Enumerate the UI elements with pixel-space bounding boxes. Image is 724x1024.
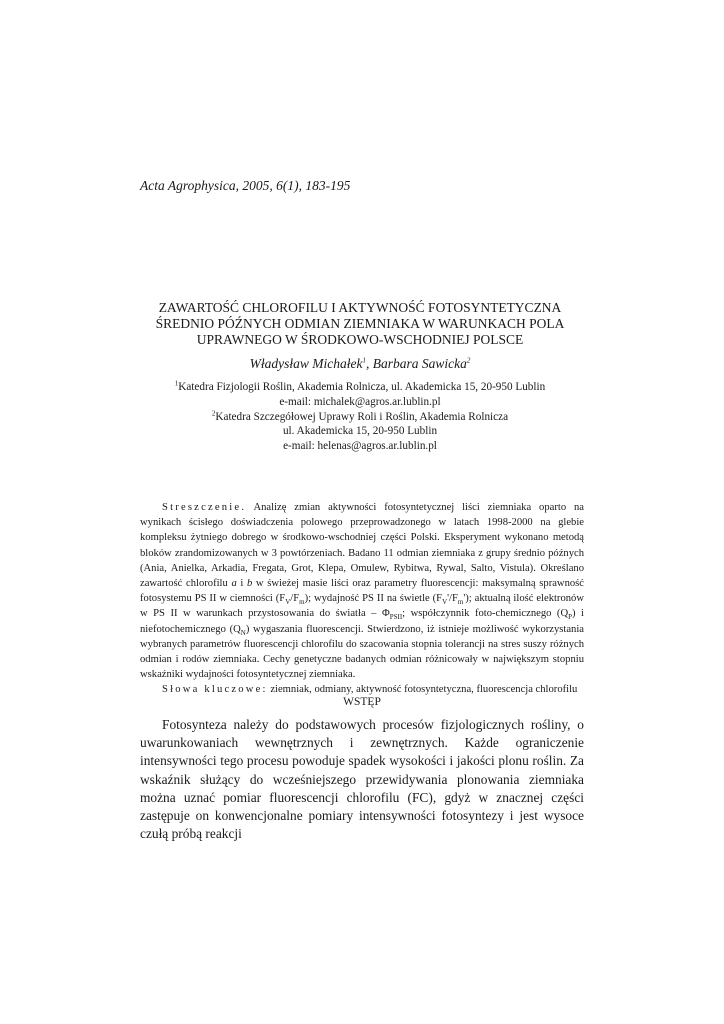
title-line-1: ZAWARTOŚĆ CHLOROFILU I AKTYWNOŚĆ FOTOSYNTETYCZNA [158,300,562,315]
title-line-2: ŚREDNIO PÓŹNYCH ODMIAN ZIEMNIAKA W WARUNKACH POLA [155,316,565,331]
author-1: Władysław Michałek [249,356,363,371]
author-2: Barbara Sawicka [372,356,467,371]
author-2-affil-mark: 2 [466,356,471,365]
affiliation-2-text: Katedra Szczegółowej Uprawy Roli i Roślin, Akademia Rolnicza [215,410,509,423]
abstract-slash: /F [290,593,300,605]
abstract [140,500,584,698]
author-list [100,356,620,372]
abstract-sub-v: V [285,598,291,607]
affiliations [100,380,620,454]
affiliation-2-email: e-mail: helenas@agros.ar.lublin.pl [283,440,437,453]
abstract-text-2: w świeżej masie liści oraz parametry fluorescencji: maksymalną sprawność fotosystemu PS II w ciemności (F [140,578,584,605]
abstract-label: Streszczenie. [162,502,247,513]
abstract-sub-p: P [568,613,573,622]
abstract-text-7: ) wygaszania fluorescencji. Stwierdzono, iż istnieje możliwość wykorzystania wybranych parametrów fluorescencji chlorofilu do szacowania stopnia tolerancji na stres suszy różnych odmian i rodów ziemniaka. Cechy genetyczne badanych odmian różnicowały w największym stopniu wskaźniki wydajności fotosyntetycznej ziemniaka. [140,623,584,681]
affiliation-2-mark: 2 [211,408,216,417]
abstract-chl-a: a [231,578,237,590]
abstract-text-5: ; współczynnik foto-chemicznego (Q [402,608,569,620]
keywords-text: ziemniak, odmiany, aktywność fotosyntetyczna, fluorescencja chlorofilu [267,684,578,696]
title-line-3: UPRAWNEGO W ŚRODKOWO-WSCHODNIEJ POLSCE [196,332,524,347]
abstract-sub-v2: V [442,598,448,607]
abstract-sub-m2: m [457,598,464,607]
abstract-sub-m: m [299,598,305,607]
abstract-text-6: ) i niefotochemicznego (Q [140,608,584,635]
author-1-affil-mark: 1 [362,356,366,365]
affiliation-2 [100,410,620,425]
body-text [140,716,584,843]
abstract-sub-n: N [240,628,246,637]
abstract-paragraph [140,500,584,682]
affiliation-2-address: ul. Akademicka 15, 20-950 Lublin [282,425,438,438]
affiliation-1-text: Katedra Fizjologii Roślin, Akademia Rolnicza, ul. Akademicka 15, 20-950 Lublin [178,381,546,393]
abstract-text-3: ); wydajność PS II na świetle (F [304,593,443,605]
affiliation-1-email: e-mail: michalek@agros.ar.lublin.pl [279,395,441,408]
abstract-apos: '/F [447,593,458,605]
affiliation-1 [100,380,620,395]
section-heading: WSTĘP [343,696,381,708]
author-separator: , [365,356,373,371]
abstract-sub-psii: PSII [389,613,403,622]
keywords-label: Słowa kluczowe: [162,684,268,696]
paper-title [100,300,620,348]
abstract-text-4: '); aktualną ilość elektronów w PS II w warunkach przystosowania do światła – Φ [140,593,585,620]
abstract-text-1: Analizę zmian aktywności fotosyntetycznej liści ziemniaka oparto na wynikach ścisłego doświadczenia polowego przeprowadzonego w latach 1998-2000 na glebie kompleksu żytniego dobrego w środkowo-wschodniej części Polski. Eksperyment wykonano metodą bloków zrandomizowanych w 3 powtórzeniach. Badano 11 odmian ziemniaka z grupy średnio późnych (Ania, Anielka, Arkadia, Fregata, Grot, Klepa, Omulew, Rybitwa, Rywal, Salto, Vistula). Określano zawartość chlorofilu [140,502,584,590]
journal-citation: Acta Agrophysica, 2005, 6(1), 183-195 [140,178,351,193]
abstract-text-and: i [236,578,247,590]
abstract-chl-b: b [246,578,253,590]
body-paragraph: Fotosynteza należy do podstawowych procesów fizjologicznych rośliny, o uwarunkowaniach wewnętrznych i zewnętrznych. Każde ograniczenie intensywności tego procesu powoduje spadek wysokości i jakości plonu roślin. Za wskaźnik służący do wcześniejszego przewidywania plonowania ziemniaka można uznać pomiar fluorescencji chlorofilu (FC), gdyż w znacznej części zastępuje on konwencjonalne pomiary intensywności fotosyntezy i jest wysoce czułą próbą reakcji [140,717,584,842]
affiliation-1-mark: 1 [174,379,179,388]
